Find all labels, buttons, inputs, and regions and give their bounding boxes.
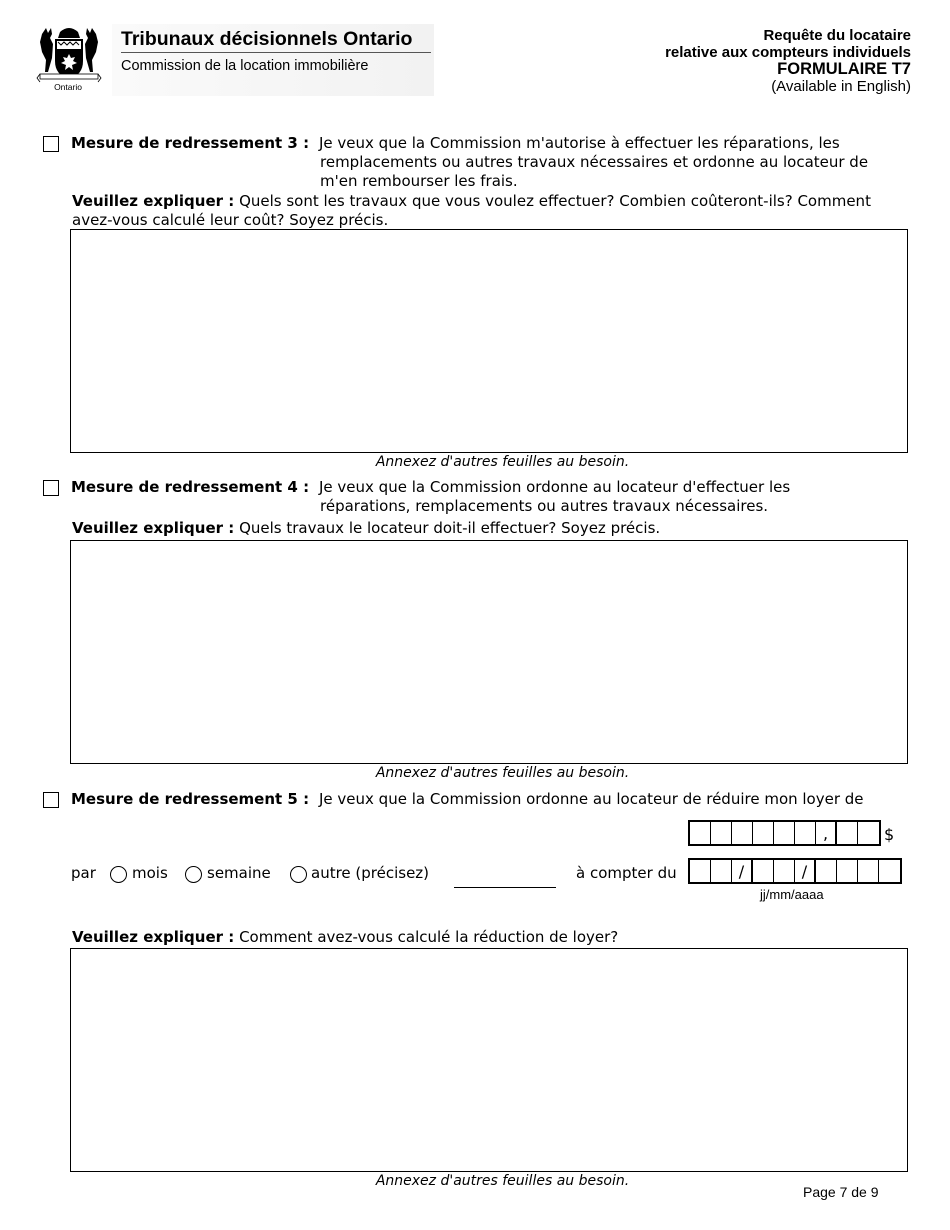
remedy3-checkbox[interactable] [43, 136, 59, 152]
remedy3-explain-line2: avez-vous calculé leur coût? Soyez précis. [72, 211, 389, 229]
remedy3-annex-note: Annexez d'autres feuilles au besoin. [375, 454, 630, 470]
amount-digit-cell[interactable] [795, 822, 816, 844]
period-week-label: semaine [207, 864, 271, 882]
remedy5-explain [72, 928, 618, 947]
page-number: Page 7 de 9 [803, 1184, 879, 1200]
language-availability: (Available in English) [771, 78, 911, 95]
remedy5-annex-note: Annexez d'autres feuilles au besoin. [375, 1173, 630, 1189]
amount-digit-cell[interactable] [732, 822, 753, 844]
board-name: Commission de la location immobilière [121, 58, 369, 74]
currency-symbol: $ [884, 825, 895, 844]
remedy4-explanation-field[interactable] [70, 540, 908, 764]
date-year-cell[interactable] [837, 860, 858, 882]
date-separator: / [795, 860, 816, 882]
organization-name: Tribunaux décisionnels Ontario [121, 28, 413, 50]
remedy4-checkbox[interactable] [43, 480, 59, 496]
remedy3-label: Mesure de redressement 3 : [71, 134, 310, 152]
amount-cents-cell[interactable] [837, 822, 858, 844]
form-title-line2: relative aux compteurs individuels [665, 44, 911, 61]
period-other-radio[interactable] [290, 866, 307, 883]
remedy4-explain-question: Quels travaux le locateur doit-il effectuer? Soyez précis. [239, 519, 661, 537]
remedy3-explain-line1 [72, 192, 871, 211]
date-day-cell[interactable] [690, 860, 711, 882]
period-week-radio[interactable] [185, 866, 202, 883]
remedy4-explain [72, 519, 660, 538]
per-label: par [71, 864, 96, 882]
period-month-radio[interactable] [110, 866, 127, 883]
date-year-cell[interactable] [858, 860, 879, 882]
rent-reduction-amount-field[interactable] [688, 820, 881, 846]
date-day-cell[interactable] [711, 860, 732, 882]
start-date-label: à compter du [576, 864, 677, 882]
remedy5-explanation-field[interactable] [70, 948, 908, 1172]
amount-digit-cell[interactable] [711, 822, 732, 844]
period-month-label: mois [132, 864, 168, 882]
remedy4-text-line1: Je veux que la Commission ordonne au locateur d'effectuer les [319, 478, 791, 496]
remedy5-checkbox[interactable] [43, 792, 59, 808]
amount-cents-cell[interactable] [858, 822, 879, 844]
date-format-hint: jj/mm/aaaa [760, 887, 824, 902]
date-month-cell[interactable] [753, 860, 774, 882]
period-other-label: autre (précisez) [311, 864, 430, 882]
remedy3-text-line1: Je veux que la Commission m'autorise à effectuer les réparations, les [319, 134, 840, 152]
amount-decimal-separator: , [816, 822, 837, 844]
date-month-cell[interactable] [774, 860, 795, 882]
remedy3-explanation-field[interactable] [70, 229, 908, 453]
start-date-field[interactable] [688, 858, 902, 884]
amount-digit-cell[interactable] [690, 822, 711, 844]
remedy3-text-line2: remplacements ou autres travaux nécessaires et ordonne au locateur de [320, 153, 869, 171]
date-year-cell[interactable] [816, 860, 837, 882]
remedy5-label: Mesure de redressement 5 : [71, 790, 310, 808]
header-divider [121, 52, 431, 53]
remedy5-explain-label: Veuillez expliquer : [72, 928, 235, 946]
remedy5-text-line1: Je veux que la Commission ordonne au locateur de réduire mon loyer de [319, 790, 864, 808]
amount-digit-cell[interactable] [774, 822, 795, 844]
amount-digit-cell[interactable] [753, 822, 774, 844]
remedy3-explain-label: Veuillez expliquer : [72, 192, 235, 210]
remedy4-explain-label: Veuillez expliquer : [72, 519, 235, 537]
remedy4-text-line2: réparations, remplacements ou autres travaux nécessaires. [320, 497, 769, 515]
remedy5-explain-question: Comment avez-vous calculé la réduction de loyer? [239, 928, 619, 946]
remedy3-text-line3: m'en rembourser les frais. [320, 172, 518, 190]
date-year-cell[interactable] [879, 860, 900, 882]
remedy4-label: Mesure de redressement 4 : [71, 478, 310, 496]
form-title-line1: Requête du locataire [763, 27, 911, 44]
period-other-specify-field[interactable] [454, 887, 556, 888]
remedy4-annex-note: Annexez d'autres feuilles au besoin. [375, 765, 630, 781]
remedy3-explain-question: Quels sont les travaux que vous voulez effectuer? Combien coûteront-ils? Comment [239, 192, 871, 210]
date-separator: / [732, 860, 753, 882]
logo-caption: Ontario [54, 82, 82, 92]
form-number: FORMULAIRE T7 [777, 60, 911, 78]
form-title-block [665, 27, 911, 95]
